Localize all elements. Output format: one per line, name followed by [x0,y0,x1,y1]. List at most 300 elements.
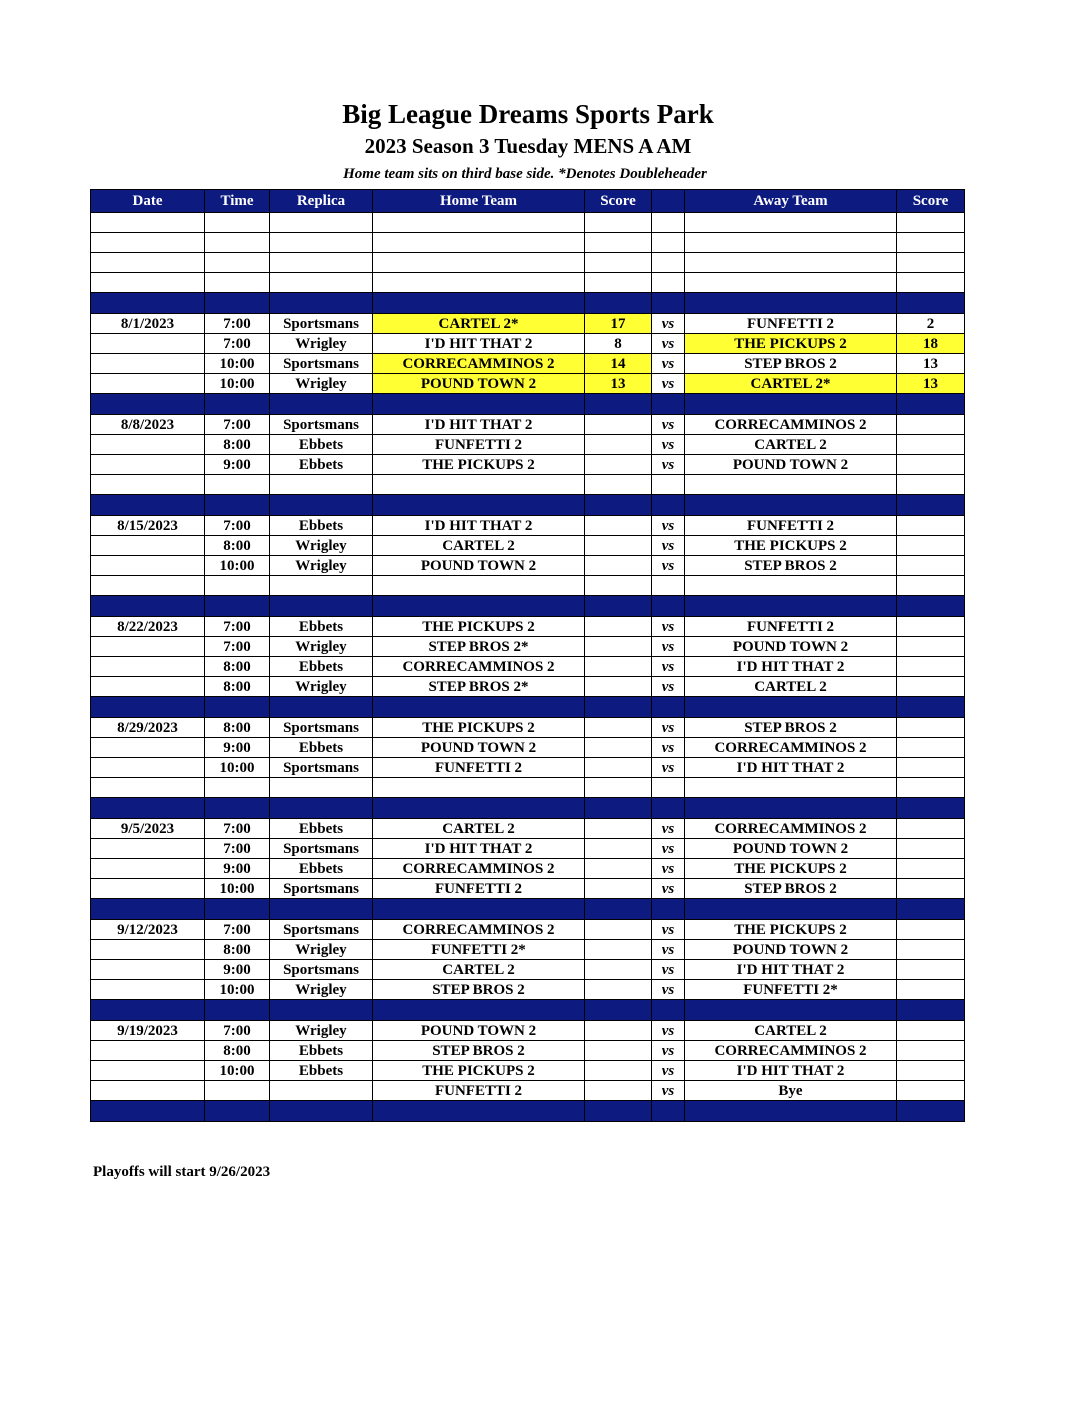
home-team-cell [373,1101,585,1122]
home-team-cell: THE PICKUPS 2 [373,455,585,475]
col-vs-header [652,190,685,213]
week-separator-row [91,697,965,718]
date-cell [91,334,205,354]
home-team-cell: FUNFETTI 2* [373,940,585,960]
home-team-cell [373,475,585,495]
col-time-header: Time [205,190,270,213]
date-cell [91,394,205,415]
date-cell: 9/19/2023 [91,1021,205,1041]
away-team-cell: THE PICKUPS 2 [685,536,897,556]
time-cell: 8:00 [205,1041,270,1061]
away-team-cell: I'D HIT THAT 2 [685,657,897,677]
away-team-cell: THE PICKUPS 2 [685,859,897,879]
field-cell: Wrigley [270,940,373,960]
time-cell: 7:00 [205,637,270,657]
date-cell [91,213,205,233]
time-cell: 10:00 [205,758,270,778]
vs-cell [652,798,685,819]
home-team-cell: FUNFETTI 2 [373,758,585,778]
away-score-cell [897,859,965,879]
away-score-cell: 13 [897,374,965,394]
game-row [91,354,965,374]
blank-row [91,475,965,495]
field-cell [270,798,373,819]
home-team-cell [373,576,585,596]
home-score-cell: 13 [585,374,652,394]
away-team-cell [685,1101,897,1122]
date-cell: 8/22/2023 [91,617,205,637]
time-cell: 9:00 [205,455,270,475]
away-score-cell [897,1081,965,1101]
date-cell [91,778,205,798]
home-team-cell [373,233,585,253]
field-cell: Sportsmans [270,960,373,980]
field-cell [270,475,373,495]
time-cell [205,394,270,415]
away-score-cell: 13 [897,354,965,374]
away-team-cell: STEP BROS 2 [685,556,897,576]
away-score-cell [897,980,965,1000]
away-team-cell: POUND TOWN 2 [685,455,897,475]
vs-cell: vs [652,1041,685,1061]
home-team-cell: FUNFETTI 2 [373,1081,585,1101]
home-team-cell: FUNFETTI 2 [373,435,585,455]
vs-cell [652,213,685,233]
home-score-cell [585,1061,652,1081]
time-cell: 7:00 [205,819,270,839]
date-cell [91,1041,205,1061]
home-score-cell [585,475,652,495]
away-team-cell: CORRECAMMINOS 2 [685,819,897,839]
home-score-cell [585,920,652,940]
time-cell [205,1081,270,1101]
away-team-cell [685,213,897,233]
col-home-score-header: Score [585,190,652,213]
home-score-cell [585,1041,652,1061]
home-score-cell: 14 [585,354,652,374]
vs-cell: vs [652,354,685,374]
home-team-cell: POUND TOWN 2 [373,738,585,758]
away-team-cell [685,394,897,415]
time-cell: 10:00 [205,556,270,576]
vs-cell: vs [652,920,685,940]
away-team-cell [685,778,897,798]
game-row [91,455,965,475]
away-team-cell [685,475,897,495]
week-separator-row [91,899,965,920]
vs-cell: vs [652,738,685,758]
home-team-cell: CARTEL 2 [373,960,585,980]
date-cell [91,233,205,253]
time-cell: 7:00 [205,516,270,536]
away-team-cell: FUNFETTI 2 [685,314,897,334]
game-row [91,819,965,839]
field-cell: Ebbets [270,819,373,839]
date-cell [91,374,205,394]
vs-cell [652,475,685,495]
away-team-cell [685,596,897,617]
away-score-cell: 18 [897,334,965,354]
away-score-cell [897,273,965,293]
away-score-cell [897,1101,965,1122]
vs-cell [652,697,685,718]
home-score-cell [585,778,652,798]
home-team-cell: CARTEL 2* [373,314,585,334]
field-cell: Wrigley [270,637,373,657]
field-cell: Wrigley [270,374,373,394]
date-cell [91,1061,205,1081]
date-cell [91,798,205,819]
vs-cell: vs [652,516,685,536]
field-cell: Sportsmans [270,920,373,940]
time-cell: 7:00 [205,839,270,859]
home-team-cell: I'D HIT THAT 2 [373,839,585,859]
field-cell: Ebbets [270,657,373,677]
time-cell [205,495,270,516]
col-away-score-header: Score [897,190,965,213]
away-score-cell [897,293,965,314]
away-team-cell [685,697,897,718]
home-team-cell [373,899,585,920]
home-team-cell [373,213,585,233]
home-score-cell [585,1081,652,1101]
time-cell: 7:00 [205,415,270,435]
vs-cell: vs [652,415,685,435]
home-score-cell [585,1101,652,1122]
home-team-cell: THE PICKUPS 2 [373,617,585,637]
field-cell: Sportsmans [270,415,373,435]
away-team-cell: POUND TOWN 2 [685,940,897,960]
time-cell: 10:00 [205,879,270,899]
home-score-cell [585,899,652,920]
away-team-cell [685,1000,897,1021]
field-cell: Wrigley [270,1021,373,1041]
home-score-cell [585,879,652,899]
away-score-cell [897,516,965,536]
away-team-cell: THE PICKUPS 2 [685,334,897,354]
away-team-cell: CARTEL 2* [685,374,897,394]
home-score-cell [585,596,652,617]
field-cell: Ebbets [270,738,373,758]
date-cell [91,677,205,697]
game-row [91,1041,965,1061]
date-cell [91,1081,205,1101]
date-cell [91,940,205,960]
field-cell: Ebbets [270,1041,373,1061]
away-score-cell [897,677,965,697]
away-team-cell [685,899,897,920]
time-cell: 7:00 [205,617,270,637]
away-team-cell: CARTEL 2 [685,677,897,697]
away-score-cell [897,233,965,253]
home-score-cell: 8 [585,334,652,354]
col-home-team-header: Home Team [373,190,585,213]
schedule-table [90,189,965,1122]
game-row [91,536,965,556]
game-row [91,920,965,940]
away-team-cell: POUND TOWN 2 [685,839,897,859]
field-cell [270,253,373,273]
away-team-cell: STEP BROS 2 [685,354,897,374]
date-cell [91,273,205,293]
home-team-cell: CARTEL 2 [373,536,585,556]
vs-cell: vs [652,617,685,637]
date-cell [91,293,205,314]
home-score-cell [585,980,652,1000]
home-team-cell [373,798,585,819]
home-score-cell [585,394,652,415]
time-cell: 10:00 [205,354,270,374]
away-score-cell [897,435,965,455]
vs-cell: vs [652,677,685,697]
time-cell: 8:00 [205,435,270,455]
vs-cell [652,778,685,798]
away-team-cell [685,495,897,516]
away-team-cell: FUNFETTI 2 [685,617,897,637]
away-team-cell: STEP BROS 2 [685,879,897,899]
away-score-cell [897,1000,965,1021]
time-cell [205,697,270,718]
time-cell [205,576,270,596]
home-team-cell: CORRECAMMINOS 2 [373,920,585,940]
vs-cell: vs [652,960,685,980]
home-score-cell [585,435,652,455]
home-score-cell: 17 [585,314,652,334]
field-cell: Wrigley [270,556,373,576]
vs-cell: vs [652,879,685,899]
away-score-cell [897,1041,965,1061]
field-cell: Wrigley [270,334,373,354]
time-cell: 7:00 [205,314,270,334]
field-cell: Wrigley [270,980,373,1000]
game-row [91,859,965,879]
away-score-cell [897,596,965,617]
time-cell [205,1101,270,1122]
home-score-cell [585,819,652,839]
away-team-cell: CORRECAMMINOS 2 [685,415,897,435]
away-score-cell [897,758,965,778]
vs-cell: vs [652,980,685,1000]
time-cell [205,233,270,253]
away-team-cell [685,798,897,819]
week-separator-row [91,596,965,617]
time-cell: 8:00 [205,677,270,697]
home-team-cell [373,778,585,798]
time-cell: 10:00 [205,374,270,394]
date-cell [91,1101,205,1122]
game-row [91,718,965,738]
blank-row [91,233,965,253]
date-cell [91,253,205,273]
vs-cell [652,1000,685,1021]
away-score-cell [897,819,965,839]
away-score-cell [897,738,965,758]
game-row [91,334,965,354]
home-team-cell: I'D HIT THAT 2 [373,415,585,435]
time-cell: 8:00 [205,940,270,960]
date-cell: 8/15/2023 [91,516,205,536]
game-row [91,314,965,334]
date-cell [91,596,205,617]
vs-cell [652,293,685,314]
time-cell: 7:00 [205,334,270,354]
away-team-cell [685,253,897,273]
away-team-cell [685,273,897,293]
home-team-cell: I'D HIT THAT 2 [373,334,585,354]
home-team-cell: STEP BROS 2 [373,980,585,1000]
away-score-cell [897,394,965,415]
field-cell [270,213,373,233]
away-score-cell [897,576,965,596]
game-row [91,637,965,657]
date-cell [91,960,205,980]
field-cell: Ebbets [270,1061,373,1081]
game-row [91,940,965,960]
away-score-cell [897,879,965,899]
field-cell: Ebbets [270,859,373,879]
date-cell [91,758,205,778]
date-cell [91,475,205,495]
game-row [91,839,965,859]
home-team-cell: POUND TOWN 2 [373,556,585,576]
vs-cell: vs [652,859,685,879]
home-score-cell [585,637,652,657]
vs-cell: vs [652,718,685,738]
field-cell: Ebbets [270,516,373,536]
date-cell [91,495,205,516]
blank-row [91,213,965,233]
away-score-cell [897,495,965,516]
col-away-team-header: Away Team [685,190,897,213]
away-team-cell [685,293,897,314]
home-score-cell [585,758,652,778]
home-score-cell [585,576,652,596]
game-row [91,1021,965,1041]
field-cell: Sportsmans [270,879,373,899]
away-team-cell [685,233,897,253]
col-date-header: Date [91,190,205,213]
time-cell: 9:00 [205,738,270,758]
away-team-cell: CARTEL 2 [685,1021,897,1041]
field-cell: Ebbets [270,435,373,455]
date-cell [91,980,205,1000]
time-cell: 8:00 [205,657,270,677]
away-score-cell [897,1061,965,1081]
field-cell: Sportsmans [270,314,373,334]
vs-cell: vs [652,758,685,778]
vs-cell: vs [652,839,685,859]
away-score-cell [897,718,965,738]
game-row [91,556,965,576]
blank-row [91,273,965,293]
date-cell [91,637,205,657]
date-cell [91,435,205,455]
schedule-note: Home team sits on third base side. *Denotes Doubleheader [343,166,707,182]
vs-cell: vs [652,556,685,576]
field-cell: Sportsmans [270,758,373,778]
home-score-cell [585,617,652,637]
away-team-cell [685,576,897,596]
time-cell [205,293,270,314]
vs-cell [652,495,685,516]
schedule-body [91,213,965,1122]
page-title: Big League Dreams Sports Park [342,99,714,129]
time-cell: 10:00 [205,980,270,1000]
home-score-cell [585,536,652,556]
time-cell: 7:00 [205,1021,270,1041]
home-team-cell: CORRECAMMINOS 2 [373,859,585,879]
away-score-cell [897,253,965,273]
date-cell [91,1000,205,1021]
time-cell: 9:00 [205,859,270,879]
playoffs-note: Playoffs will start 9/26/2023 [93,1164,271,1180]
home-team-cell: STEP BROS 2* [373,637,585,657]
game-row [91,516,965,536]
game-row [91,879,965,899]
date-cell: 8/8/2023 [91,415,205,435]
vs-cell [652,394,685,415]
field-cell [270,697,373,718]
away-score-cell [897,415,965,435]
away-team-cell: FUNFETTI 2 [685,516,897,536]
away-team-cell: CARTEL 2 [685,435,897,455]
home-score-cell [585,415,652,435]
field-cell: Ebbets [270,617,373,637]
week-separator-row [91,1000,965,1021]
game-row [91,617,965,637]
date-cell [91,879,205,899]
home-team-cell [373,253,585,273]
home-score-cell [585,677,652,697]
away-score-cell [897,475,965,495]
date-cell [91,354,205,374]
date-cell [91,697,205,718]
vs-cell [652,899,685,920]
vs-cell: vs [652,940,685,960]
field-cell: Sportsmans [270,354,373,374]
date-cell [91,839,205,859]
home-team-cell [373,394,585,415]
away-score-cell [897,536,965,556]
field-cell: Wrigley [270,536,373,556]
field-cell [270,1081,373,1101]
away-score-cell: 2 [897,314,965,334]
time-cell: 8:00 [205,718,270,738]
home-team-cell [373,1000,585,1021]
home-team-cell: THE PICKUPS 2 [373,1061,585,1081]
home-team-cell: I'D HIT THAT 2 [373,516,585,536]
home-score-cell [585,213,652,233]
away-team-cell: STEP BROS 2 [685,718,897,738]
game-row [91,677,965,697]
field-cell: Sportsmans [270,718,373,738]
home-score-cell [585,657,652,677]
page-subtitle: 2023 Season 3 Tuesday MENS A AM [364,134,692,158]
time-cell [205,253,270,273]
date-cell [91,899,205,920]
home-team-cell [373,273,585,293]
col-replica-header: Replica [270,190,373,213]
field-cell [270,394,373,415]
home-team-cell: CORRECAMMINOS 2 [373,657,585,677]
away-score-cell [897,798,965,819]
home-score-cell [585,960,652,980]
away-score-cell [897,960,965,980]
home-score-cell [585,556,652,576]
field-cell [270,233,373,253]
vs-cell: vs [652,314,685,334]
game-row [91,1081,965,1101]
